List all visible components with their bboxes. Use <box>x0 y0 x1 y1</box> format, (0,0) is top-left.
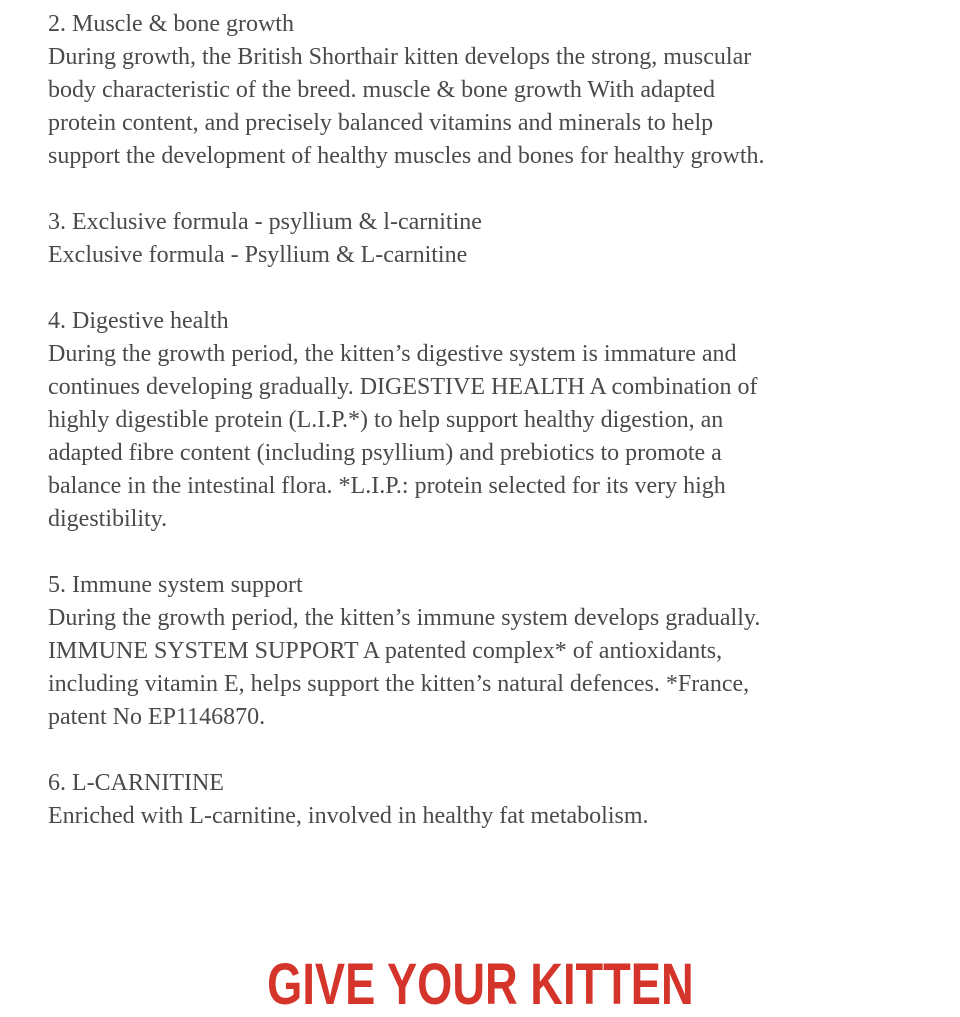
section-heading: 4. Digestive health <box>48 308 229 334</box>
section-body <box>48 602 938 734</box>
section-heading: 3. Exclusive formula - psyllium & l-carnitine <box>48 209 482 235</box>
description-section <box>48 305 938 536</box>
section-body-line: Exclusive formula - Psyllium & L-carnitine <box>48 242 468 268</box>
section-body-line: During growth, the British Shorthair kitten develops the strong, muscular <box>48 44 752 70</box>
section-body-line: support the development of healthy muscles and bones for healthy growth. <box>48 143 765 169</box>
section-body-line: During the growth period, the kitten’s immune system develops gradually. <box>48 605 761 631</box>
section-body-line: IMMUNE SYSTEM SUPPORT A patented complex* of antioxidants, <box>48 638 723 664</box>
section-heading: 6. L-CARNITINE <box>48 770 224 796</box>
description-section <box>48 569 938 734</box>
banner-headline: GIVE YOUR KITTEN <box>266 952 694 1017</box>
section-body-line: adapted fibre content (including psyllium) and prebiotics to promote a <box>48 440 722 466</box>
description-section <box>48 767 938 833</box>
section-body <box>48 41 938 173</box>
section-body-line: digestibility. <box>48 506 168 532</box>
section-body-line: protein content, and precisely balanced vitamins and minerals to help <box>48 110 714 136</box>
description-section <box>48 8 938 173</box>
section-body <box>48 239 938 272</box>
section-body-line: body characteristic of the breed. muscle & bone growth With adapted <box>48 77 716 103</box>
description-section <box>48 206 938 272</box>
section-body <box>48 338 938 536</box>
section-body <box>48 800 938 833</box>
section-heading: 2. Muscle & bone growth <box>48 11 294 37</box>
banner <box>0 952 960 1017</box>
section-body-line: During the growth period, the kitten’s digestive system is immature and <box>48 341 737 367</box>
section-body-line: including vitamin E, helps support the kitten’s natural defences. *France, <box>48 671 750 697</box>
section-body-line: highly digestible protein (L.I.P.*) to help support healthy digestion, an <box>48 407 724 433</box>
section-body-line: patent No EP1146870. <box>48 704 266 730</box>
section-body-line: Enriched with L-carnitine, involved in healthy fat metabolism. <box>48 803 649 829</box>
section-body-line: balance in the intestinal flora. *L.I.P.: protein selected for its very high <box>48 473 726 499</box>
section-heading: 5. Immune system support <box>48 572 303 598</box>
section-body-line: continues developing gradually. DIGESTIVE HEALTH A combination of <box>48 374 758 400</box>
product-description <box>48 8 938 866</box>
